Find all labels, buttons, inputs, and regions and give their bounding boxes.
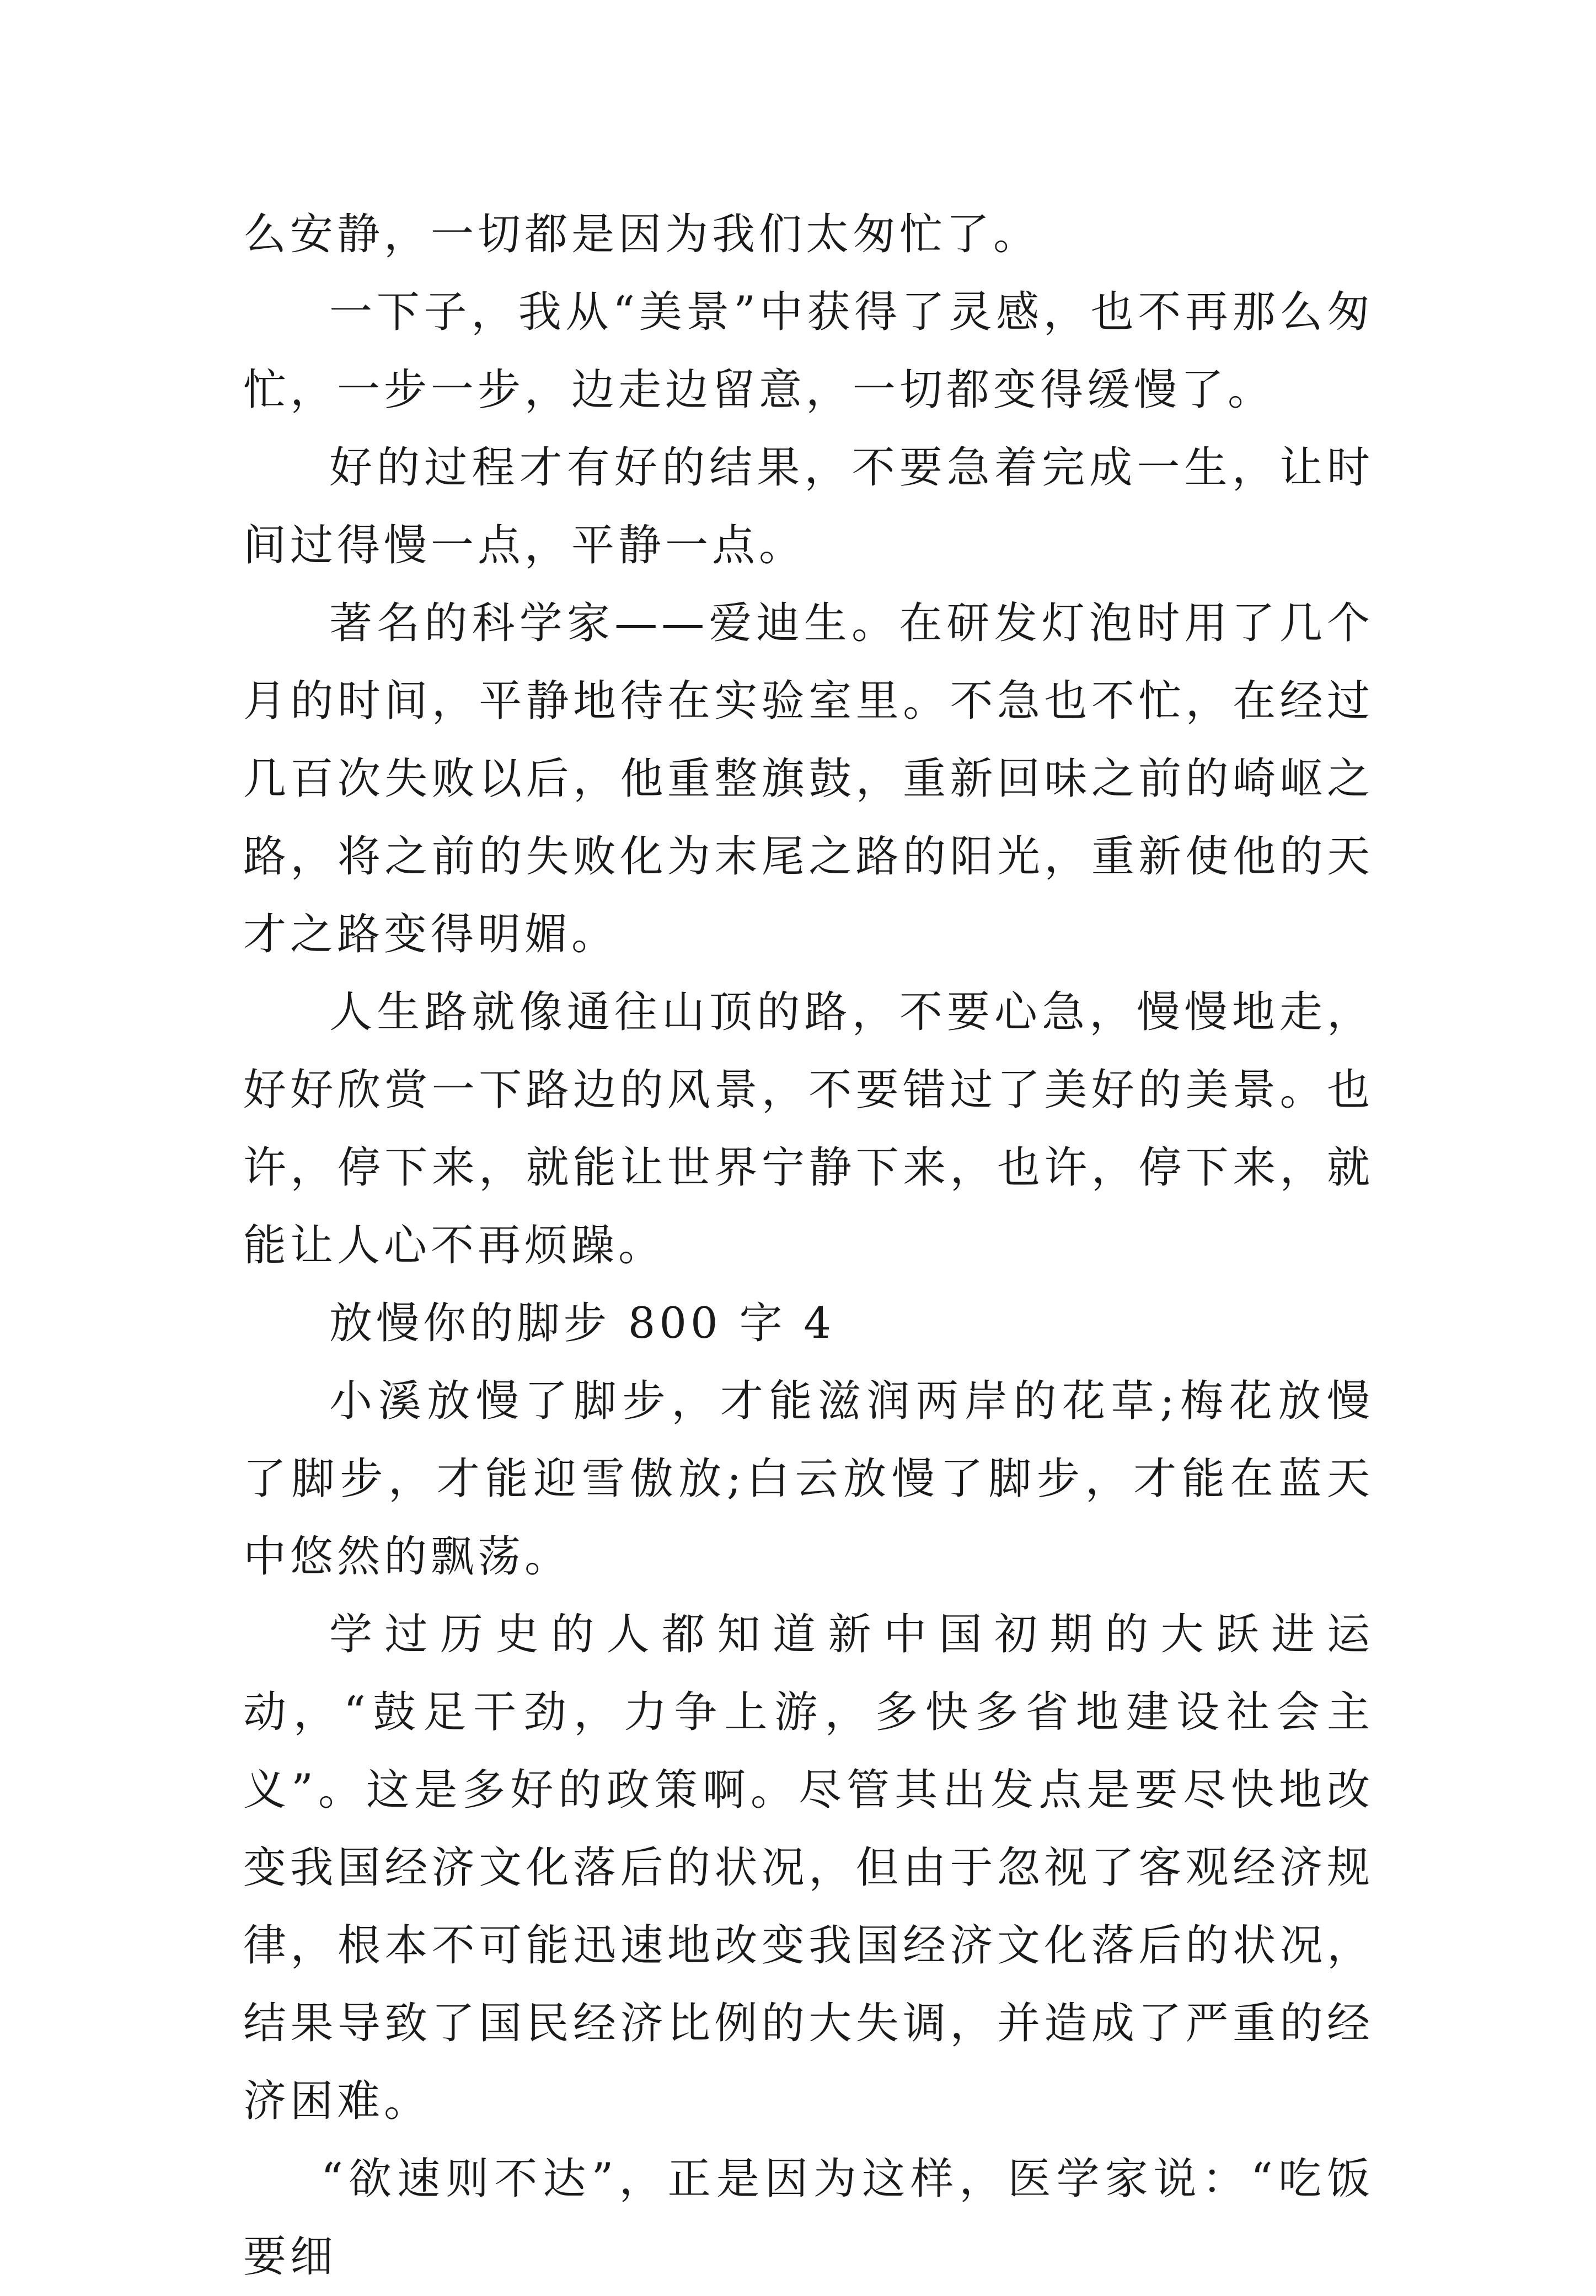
paragraph-stream: 小溪放慢了脚步，才能滋润两岸的花草;梅花放慢了脚步，才能迎雪傲放;白云放慢了脚步，才能在蓝天中悠然的飘荡。	[243, 1376, 1374, 1582]
paragraph-haste: “欲速则不达”，正是因为这样，医学家说：“吃饭要细	[243, 2154, 1374, 2282]
paragraph-continuation: 么安静，一切都是因为我们太匆忙了。	[243, 210, 1041, 259]
paragraph-history: 学过历史的人都知道新中国初期的大跃进运动，“鼓足干劲，力争上游，多快多省地建设社会主义”。这是多好的政策啊。尽管其出发点是要尽快地改变我国经济文化落后的状况，但由于忽视了客观经济规律，根本不可能迅速地改变我国经济文化落后的状况，结果导致了国民经济比例的大失调，并造成了严重的经济困难。	[243, 1610, 1374, 2126]
paragraph-life-road: 人生路就像通往山顶的路，不要心急，慢慢地走，好好欣赏一下路边的风景，不要错过了美好的美景。也许，停下来，就能让世界宁静下来，也许，停下来，就能让人心不再烦躁。	[243, 987, 1374, 1270]
essay-body	[243, 196, 1374, 2296]
essay-heading: 放慢你的脚步 800 字 4	[329, 1299, 835, 1348]
paragraph-good-process: 好的过程才有好的结果，不要急着完成一生，让时间过得慢一点，平静一点。	[243, 443, 1374, 570]
paragraph-inspiration: 一下子，我从“美景”中获得了灵感，也不再那么匆忙，一步一步，边走边留意，一切都变得缓慢了。	[243, 287, 1374, 415]
paragraph-edison: 著名的科学家——爱迪生。在研发灯泡时用了几个月的时间，平静地待在实验室里。不急也不忙，在经过几百次失败以后，他重整旗鼓，重新回味之前的崎岖之路，将之前的失败化为末尾之路的阳光，重新使他的天才之路变得明媚。	[243, 599, 1374, 959]
